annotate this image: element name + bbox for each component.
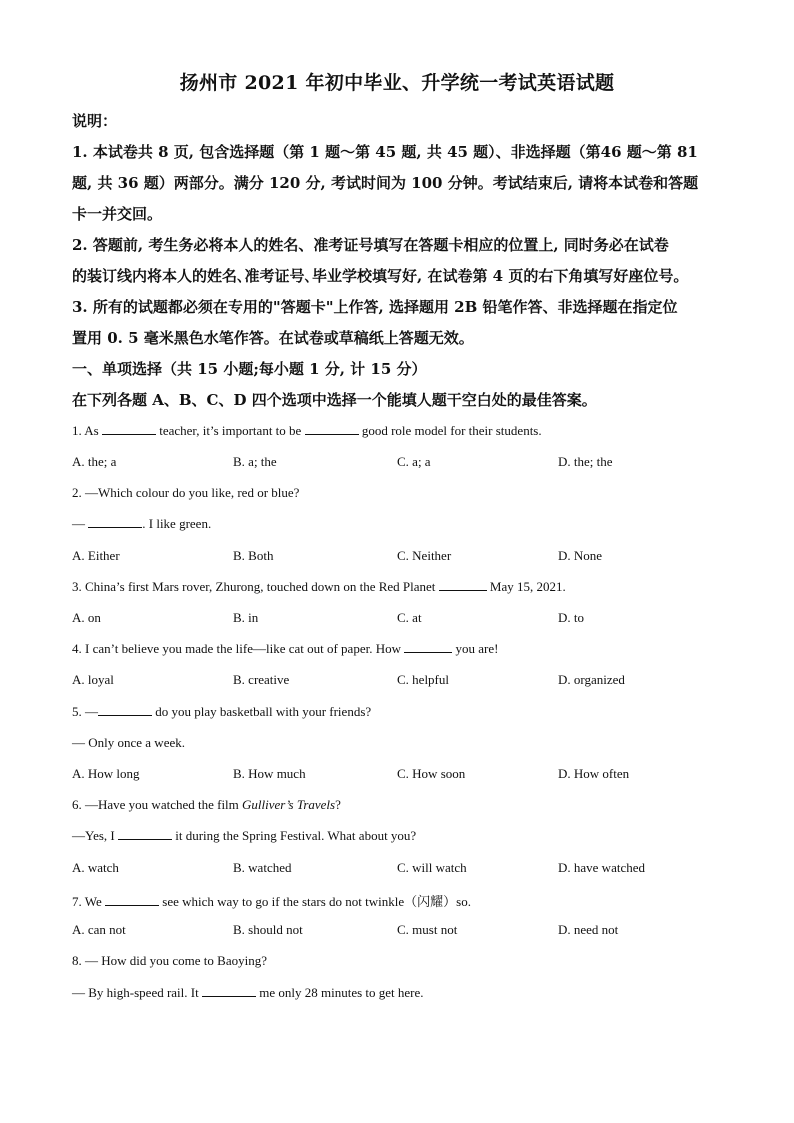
answer-blank — [88, 516, 142, 528]
option-a: A. watch — [72, 860, 119, 875]
notes-line: 卡一并交回。 — [72, 205, 163, 223]
option-c: C. will watch — [397, 860, 467, 875]
question-8: 8. — How did you come to Baoying? — [72, 953, 267, 968]
answer-blank — [305, 423, 359, 435]
option-c: C. at — [397, 610, 422, 625]
option-d: D. the; the — [558, 454, 613, 469]
option-d: D. organized — [558, 672, 625, 687]
option-a: A. can not — [72, 922, 126, 937]
option-b: B. a; the — [233, 454, 277, 469]
question-2: 2. —Which colour do you like, red or blue? — [72, 485, 300, 500]
answer-blank — [102, 423, 156, 435]
exam-notes — [72, 106, 732, 416]
answer-blank — [439, 579, 487, 591]
option-d: D. have watched — [558, 860, 645, 875]
answer-blank — [202, 985, 256, 997]
notes-line: 的装订线内将本人的姓名､准考证号､毕业学校填写好, 在试卷第 4 页的右下角填写好座位号。 — [72, 267, 689, 285]
option-a: A. How long — [72, 766, 140, 781]
answer-blank — [118, 828, 172, 840]
notes-line: 3. 所有的试题都必须在专用的"答题卡"上作答, 选择题用 2B 铅笔作答、非选择题在指定位 — [72, 298, 678, 316]
question-6-reply: —Yes, I it during the Spring Festival. What about you? — [72, 828, 417, 843]
question-5: 5. — do you play basketball with your friends? — [72, 704, 372, 719]
question-4: 4. I can’t believe you made the life—like cat out of paper. How you are! — [72, 641, 499, 656]
notes-line: 2. 答题前, 考生务必将本人的姓名、准考证号填写在答题卡相应的位置上, 同时务必在试卷 — [72, 236, 669, 254]
section-heading: 一、单项选择（共 15 小题;每小题 1 分, 计 15 分） — [72, 360, 427, 378]
notes-line: 置用 0. 5 毫米黑色水笔作答。在试卷或草稿纸上答题无效。 — [72, 329, 474, 347]
option-a: A. loyal — [72, 672, 114, 687]
question-7: 7. We see which way to go if the stars do not twinkle（闪耀）so. — [72, 894, 471, 909]
section-instruction: 在下列各题 A、B、C、D 四个选项中选择一个能填人题干空白处的最佳答案。 — [72, 391, 597, 409]
notes-heading: 说明： — [72, 112, 118, 130]
option-b: B. How much — [233, 766, 306, 781]
option-d: D. need not — [558, 922, 619, 937]
option-a: A. on — [72, 610, 101, 625]
question-3: 3. China’s first Mars rover, Zhurong, touched down on the Red Planet May 15, 2021. — [72, 579, 566, 594]
option-a: A. the; a — [72, 454, 117, 469]
question-5-reply: — Only once a week. — [72, 735, 185, 750]
question-2-reply: — . I like green. — [72, 516, 212, 531]
option-d: D. How often — [558, 766, 630, 781]
answer-blank — [98, 704, 152, 716]
notes-line: 1. 本试卷共 8 页, 包含选择题（第 1 题～第 45 题, 共 45 题）、非选择题（第46 题～第 81 — [72, 143, 698, 161]
question-1: 1. As teacher, it’s important to be good role model for their students. — [72, 423, 542, 438]
question-6: 6. —Have you watched the film Gulliver’s Travels? — [72, 797, 341, 812]
option-c: C. must not — [397, 922, 458, 937]
option-b: B. should not — [233, 922, 303, 937]
answer-blank — [105, 894, 159, 906]
option-c: C. helpful — [397, 672, 449, 687]
option-c: C. a; a — [397, 454, 431, 469]
option-a: A. Either — [72, 548, 120, 563]
answer-blank — [404, 641, 452, 653]
option-d: D. None — [558, 548, 603, 563]
option-d: D. to — [558, 610, 584, 625]
exam-title: 扬州市 2021 年初中毕业、升学统一考试英语试题 — [179, 72, 615, 94]
option-b: B. watched — [233, 860, 292, 875]
option-b: B. Both — [233, 548, 274, 563]
option-c: C. How soon — [397, 766, 466, 781]
film-title: Gulliver’s Travels — [242, 797, 336, 812]
option-b: B. in — [233, 610, 259, 625]
option-b: B. creative — [233, 672, 290, 687]
question-8-reply: — By high-speed rail. It me only 28 minutes to get here. — [72, 985, 424, 1000]
notes-line: 题, 共 36 题）两部分。满分 120 分, 考试时间为 100 分钟。考试结束后, 请将本试卷和答题 — [72, 174, 699, 192]
option-c: C. Neither — [397, 548, 452, 563]
